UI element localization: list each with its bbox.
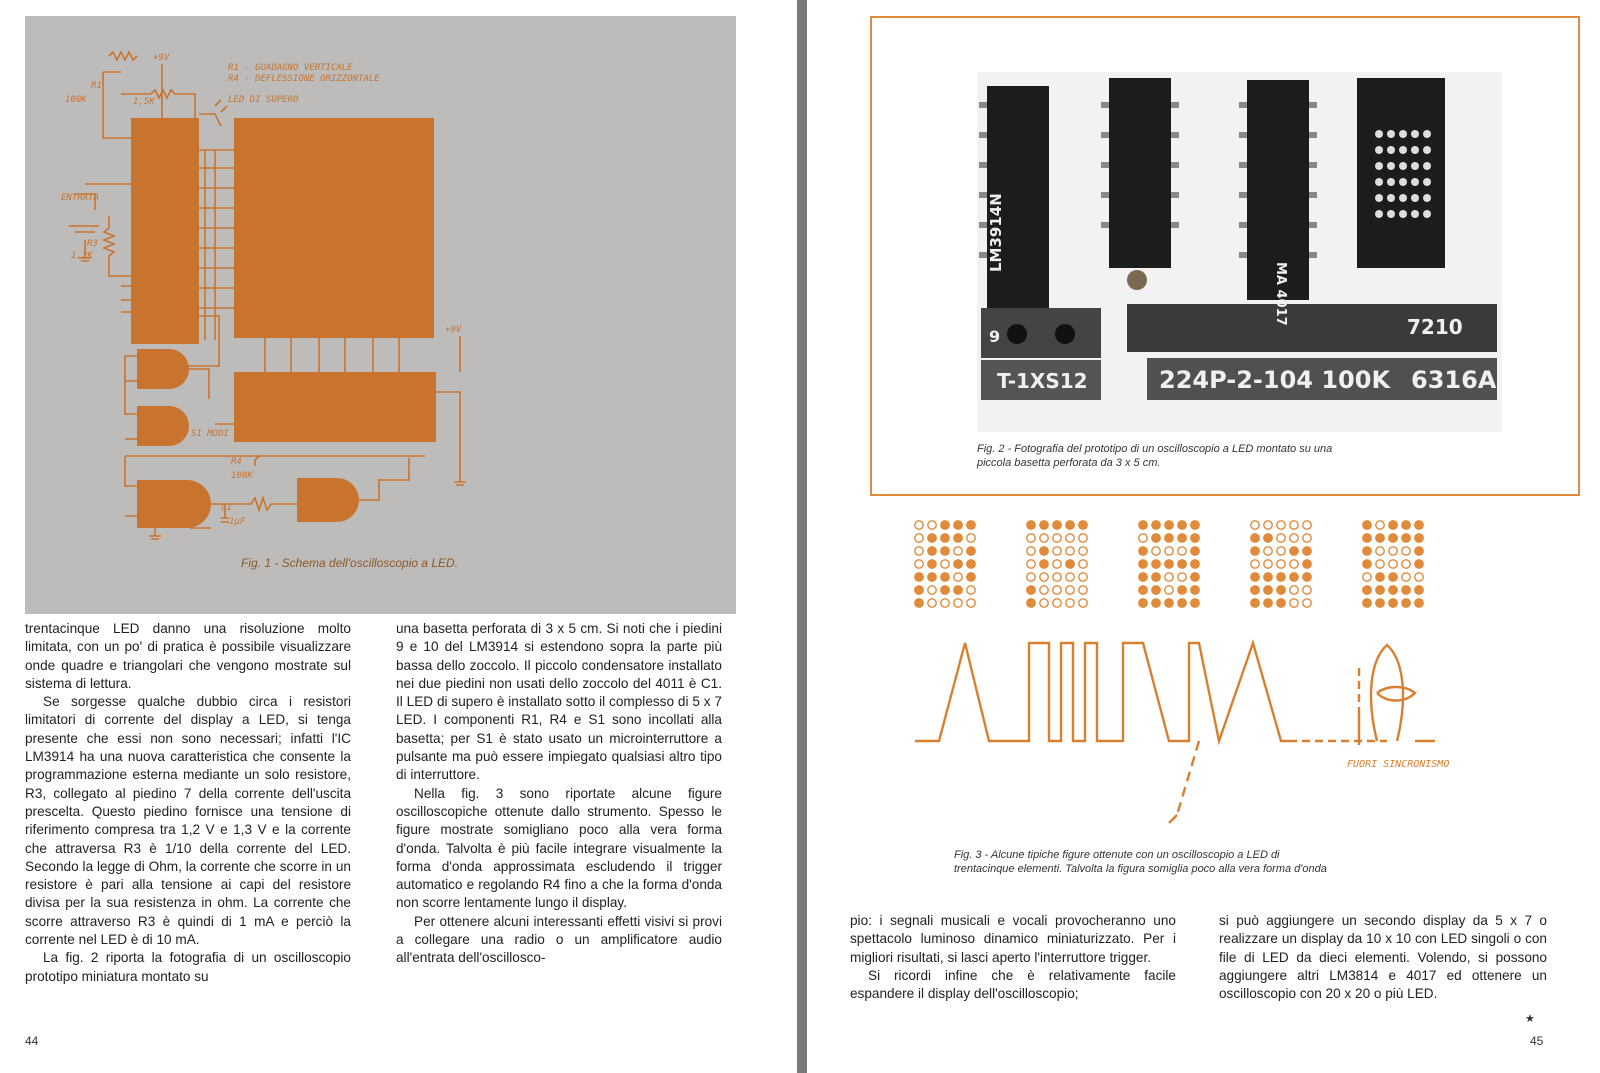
led-off (928, 599, 936, 607)
paragraph: pio: i segnali musicali e vocali provocheranno uno spettacolo luminoso dinamico miniaturizzato. Per i migliori risultati, si lasci aperto l'interruttore trigger. (850, 913, 1176, 965)
led-off (1040, 599, 1048, 607)
led-on (1277, 586, 1285, 594)
led-off (967, 534, 975, 542)
led-on (1415, 547, 1423, 555)
label-r4-value: 100K (231, 471, 253, 481)
led-on (1363, 599, 1371, 607)
label-r4: R4 (231, 457, 242, 467)
led-on (928, 534, 936, 542)
paragraph: Si ricordi infine che è relativamente facile espandere il display dell'oscilloscopio; (850, 967, 1176, 1002)
led-off (1079, 547, 1087, 555)
label-r2-value: 1,5K (133, 97, 155, 107)
led-on (1402, 599, 1410, 607)
led-on (1389, 534, 1397, 542)
led-off (1389, 560, 1397, 568)
led-off (1079, 534, 1087, 542)
led-on (1376, 586, 1384, 594)
led-on (1402, 586, 1410, 594)
prototype-photo-image (977, 72, 1502, 432)
led-off (1178, 573, 1186, 581)
led-off (1402, 573, 1410, 581)
led-on (967, 560, 975, 568)
led-on (1251, 534, 1259, 542)
figure-3-waveforms (907, 515, 1507, 835)
led-off (915, 521, 923, 529)
led-on (1139, 547, 1147, 555)
led-on (1040, 521, 1048, 529)
switch-number: 9 (989, 327, 1001, 346)
led-on (1415, 599, 1423, 607)
label-r3: R3 (87, 239, 98, 249)
label-input: ENTRATA (61, 193, 99, 203)
led-on (915, 586, 923, 594)
led-on (1415, 586, 1423, 594)
led-off (1251, 560, 1259, 568)
prototype-photo (977, 72, 1502, 432)
led-on (1152, 521, 1160, 529)
led-on (1152, 586, 1160, 594)
led-off (1027, 560, 1035, 568)
led-on (1066, 560, 1074, 568)
led-on (1303, 547, 1311, 555)
nand-gate-4 (297, 478, 359, 522)
led-off (1066, 547, 1074, 555)
led-off (1303, 534, 1311, 542)
led-on (1191, 521, 1199, 529)
led-on (954, 534, 962, 542)
led-on (967, 547, 975, 555)
led-off (954, 547, 962, 555)
led-on (1139, 599, 1147, 607)
figure-2-caption-line-1: Fig. 2 - Fotografia del prototipo di un oscilloscopio a LED montato su una (977, 443, 1333, 455)
led-off (1277, 547, 1285, 555)
led-on (1152, 599, 1160, 607)
led-off (1139, 534, 1147, 542)
led-on (941, 521, 949, 529)
led-on (1402, 521, 1410, 529)
led-off (1303, 586, 1311, 594)
led-on (915, 573, 923, 581)
led-matrix-patterns (915, 521, 1423, 607)
component-label-2: 6316A (1411, 366, 1497, 394)
led-off (1079, 573, 1087, 581)
led-on (1027, 599, 1035, 607)
led-off (1363, 573, 1371, 581)
led-on (967, 573, 975, 581)
led-on (941, 586, 949, 594)
led-on (1027, 521, 1035, 529)
led-on (1178, 586, 1186, 594)
led-off (1277, 534, 1285, 542)
led-on (1251, 547, 1259, 555)
right-page-column-1 (850, 912, 1176, 1003)
led-on (1376, 534, 1384, 542)
led-on (1152, 573, 1160, 581)
led-on (954, 521, 962, 529)
label-r1: R1 (91, 81, 102, 91)
led-on (1415, 521, 1423, 529)
figure-2-caption-line-2: piccola basetta perforata da 3 x 5 cm. (977, 457, 1161, 469)
label-r1-gain: R1 - GUADAGNO VERTICALE (228, 63, 353, 73)
led-off (1303, 521, 1311, 529)
led-on (1363, 586, 1371, 594)
led-on (1402, 534, 1410, 542)
led-off (1277, 560, 1285, 568)
nand-gate-3 (137, 480, 211, 528)
led-on (1251, 599, 1259, 607)
led-on (1066, 521, 1074, 529)
label-supply: +9V (153, 53, 170, 63)
led-off (1165, 586, 1173, 594)
led-off (954, 573, 962, 581)
paragraph: La fig. 2 riporta la fotografia di un oscilloscopio prototipo miniatura montato su (25, 950, 351, 984)
led-off (1066, 534, 1074, 542)
led-on (1389, 586, 1397, 594)
led-on (928, 547, 936, 555)
led-on (1152, 534, 1160, 542)
led-off (1303, 599, 1311, 607)
led-off (1290, 599, 1298, 607)
led-on (1152, 560, 1160, 568)
led-on (1191, 560, 1199, 568)
led-off (1415, 573, 1423, 581)
led-on (1363, 547, 1371, 555)
figure-3-caption-line-1: Fig. 3 - Alcune tipiche figure ottenute con un oscilloscopio a LED di (954, 849, 1280, 861)
led-on (1277, 599, 1285, 607)
led-off (1178, 547, 1186, 555)
led-on (1139, 586, 1147, 594)
left-page-column-2 (396, 620, 722, 968)
led-on (1363, 534, 1371, 542)
label-r1-value: 100K (65, 95, 87, 105)
led-off (1027, 547, 1035, 555)
chip-label-4017: MA 4017 (1273, 262, 1288, 326)
led-off (1027, 573, 1035, 581)
left-page-column-1 (25, 620, 351, 986)
led-on (1376, 573, 1384, 581)
led-on (1303, 560, 1311, 568)
led-on (1191, 586, 1199, 594)
led-on (1040, 560, 1048, 568)
led-on (941, 573, 949, 581)
led-off (1389, 547, 1397, 555)
led-on (1264, 586, 1272, 594)
led-off (1079, 586, 1087, 594)
led-on (1178, 521, 1186, 529)
led-on (1290, 547, 1298, 555)
page-number-left: 44 (25, 1034, 39, 1048)
led-on (1290, 573, 1298, 581)
led-off (1066, 573, 1074, 581)
ic-lm3914 (131, 118, 199, 344)
led-off (1053, 547, 1061, 555)
led-on (1264, 599, 1272, 607)
led-on (1415, 534, 1423, 542)
led-off (1402, 560, 1410, 568)
led-on (1165, 534, 1173, 542)
led-on (1277, 573, 1285, 581)
led-on (1027, 586, 1035, 594)
led-off (1376, 547, 1384, 555)
led-off (1053, 534, 1061, 542)
led-on (1251, 586, 1259, 594)
led-off (1251, 521, 1259, 529)
label-r3-value: 1,2K (71, 251, 93, 261)
led-off (967, 586, 975, 594)
led-off (1040, 534, 1048, 542)
led-off (1066, 586, 1074, 594)
led-off (941, 599, 949, 607)
led-off (1264, 521, 1272, 529)
led-on (941, 534, 949, 542)
switch-label: T-1XS12 (997, 369, 1088, 393)
led-on (1303, 573, 1311, 581)
led-on (1079, 521, 1087, 529)
led-off (941, 560, 949, 568)
led-off (915, 560, 923, 568)
led-on (1389, 573, 1397, 581)
led-on (1040, 547, 1048, 555)
led-on (1053, 521, 1061, 529)
led-on (1389, 599, 1397, 607)
right-page (807, 0, 1600, 1073)
led-off (1079, 560, 1087, 568)
led-off (967, 599, 975, 607)
figure-2-frame (870, 16, 1580, 496)
led-off (1165, 573, 1173, 581)
led-on (1264, 573, 1272, 581)
led-on (1139, 521, 1147, 529)
nand-gate-1 (137, 349, 189, 389)
led-off (1290, 586, 1298, 594)
led-off (1264, 560, 1272, 568)
led-off (1079, 599, 1087, 607)
paragraph: Nella fig. 3 sono riportate alcune figure oscilloscopiche ottenute dallo strumento. Spesso le figure mostrate somigliano poco alla vera forma d'onda. Talvolta è più facile integrare visualmente la forma d'onda approssimata escludendo il trigger automatico e regolando R4 fino a che la forma d'onda non scorre lentamente lungo il display. (396, 785, 722, 911)
led-on (1165, 599, 1173, 607)
led-off (954, 599, 962, 607)
led-off (1040, 586, 1048, 594)
led-off (1053, 560, 1061, 568)
led-on (1178, 599, 1186, 607)
paragraph: si può aggiungere un secondo display da 5 x 7 o realizzare un display da 10 x 10 con LED singoli o con file di LED da dieci elementi. Volendo, si possono aggiungere altri LM3814 e 4017 ed ottenere un oscilloscopio con 20 x 20 o più LED. (1219, 913, 1547, 1002)
nand-gate-2 (137, 406, 189, 446)
led-off (1040, 573, 1048, 581)
led-on (1251, 573, 1259, 581)
label-supply-2: +9V (445, 325, 462, 335)
led-off (915, 534, 923, 542)
component-label: 224P-2-104 100K (1159, 366, 1391, 394)
led-on (1178, 534, 1186, 542)
led-on (1363, 560, 1371, 568)
led-off (1053, 586, 1061, 594)
led-on (1191, 534, 1199, 542)
led-on (1264, 534, 1272, 542)
led-on (1415, 560, 1423, 568)
led-on (954, 560, 962, 568)
led-off (1053, 599, 1061, 607)
waveform-trace (915, 643, 1435, 823)
led-off (1027, 534, 1035, 542)
chip-label-7210: 7210 (1407, 315, 1463, 339)
led-off (1290, 560, 1298, 568)
led-on (1165, 560, 1173, 568)
led-off (928, 586, 936, 594)
paragraph: una basetta perforata di 3 x 5 cm. Si noti che i piedini 9 e 10 del LM3914 si estendono sopra la parte più bassa dello zoccolo. Il piccolo condensatore installato nei due piedini non usati dello zoccolo del 4011 è C1. Il LED di supero è installato sotto il complesso di 5 x 7 LED. I componenti R1, R4 e S1 sono incollati alla basetta; per S1 è stato usato un microinterruttore a pulsante ma può essere impiegato qualsiasi altro tipo di interruttore. (396, 621, 722, 783)
label-r4-deflection: R4 - DEFLESSIONE ORIZZONTALE (228, 74, 380, 84)
figure-1-caption: Fig. 1 - Schema dell'oscilloscopio a LED. (241, 556, 459, 570)
chip-label-lm3914: LM3914N (987, 193, 1005, 272)
paragraph: Se sorgesse qualche dubbio circa i resistori limitatori di corrente del display a LED, si tenga presente che essi non sono necessari; infatti l'IC LM3914 ha una nuova caratteristica che consente la programmazione esterna mediante un solo resistore, R3, collegato al piedino 7 della corrente dell'uscita prescelta. Questo piedino fornisce una tensione di riferimento compresa tra 1,2 V e 1,3 V e la corrente che attraversa R3 è 1/10 della corrente del LED. Secondo la legge di Ohm, la corrente che scorre in un resistore è pari alla tensione ai capi del resistore divisa per la sua resistenza in ohm. La corrente che scorre attraverso R3 è quindi di 1 mA e perciò la corrente nel LED è di 10 mA. (25, 694, 351, 948)
label-c1: C1 (221, 503, 232, 513)
led-on (915, 599, 923, 607)
figure-3-caption-line-2: trentacinque elementi. Talvolta la figura somiglia poco alla vera forma d'onda (954, 863, 1327, 875)
led-on (1191, 599, 1199, 607)
paragraph: trentacinque LED danno una risoluzione molto limitata, con un po' di pratica è possibile visualizzare onde quadre e triangolari che vengono mostrate sul sistema di lettura. (25, 621, 351, 691)
led-on (1389, 521, 1397, 529)
led-on (1191, 573, 1199, 581)
ic-4017 (234, 372, 436, 442)
end-mark: ★ (1525, 1013, 1535, 1025)
left-page (0, 0, 797, 1073)
label-c1-value: 1µF (229, 517, 246, 527)
led-off (1402, 547, 1410, 555)
led-on (1165, 521, 1173, 529)
led-off (1264, 547, 1272, 555)
out-of-sync-label: FUORI SINCRONISMO (1347, 759, 1450, 770)
led-off (1376, 521, 1384, 529)
led-on (1191, 547, 1199, 555)
led-off (1290, 521, 1298, 529)
label-led-overflow: LED DI SUPERO (228, 95, 299, 105)
label-modes: S1 MODI (191, 429, 229, 439)
led-on (941, 547, 949, 555)
led-on (954, 586, 962, 594)
paragraph: Per ottenere alcuni interessanti effetti visivi si provi a collegare una radio o un amplificatore audio all'entrata dell'oscillosco- (396, 913, 722, 966)
led-on (1178, 560, 1186, 568)
led-off (1290, 534, 1298, 542)
led-on (967, 521, 975, 529)
led-off (1066, 599, 1074, 607)
led-on (1139, 573, 1147, 581)
led-off (1277, 521, 1285, 529)
led-off (1165, 547, 1173, 555)
led-on (1139, 560, 1147, 568)
right-page-column-2 (1219, 912, 1547, 1003)
led-off (1376, 560, 1384, 568)
led-off (915, 547, 923, 555)
page-number-right: 45 (1530, 1034, 1544, 1048)
led-off (1152, 547, 1160, 555)
schematic-diagram (25, 16, 736, 614)
led-on (928, 560, 936, 568)
led-on (928, 573, 936, 581)
led-on (1363, 521, 1371, 529)
led-matrix (234, 118, 434, 338)
led-off (1053, 573, 1061, 581)
led-on (1376, 599, 1384, 607)
figure-1-schematic (25, 16, 736, 614)
led-off (928, 521, 936, 529)
